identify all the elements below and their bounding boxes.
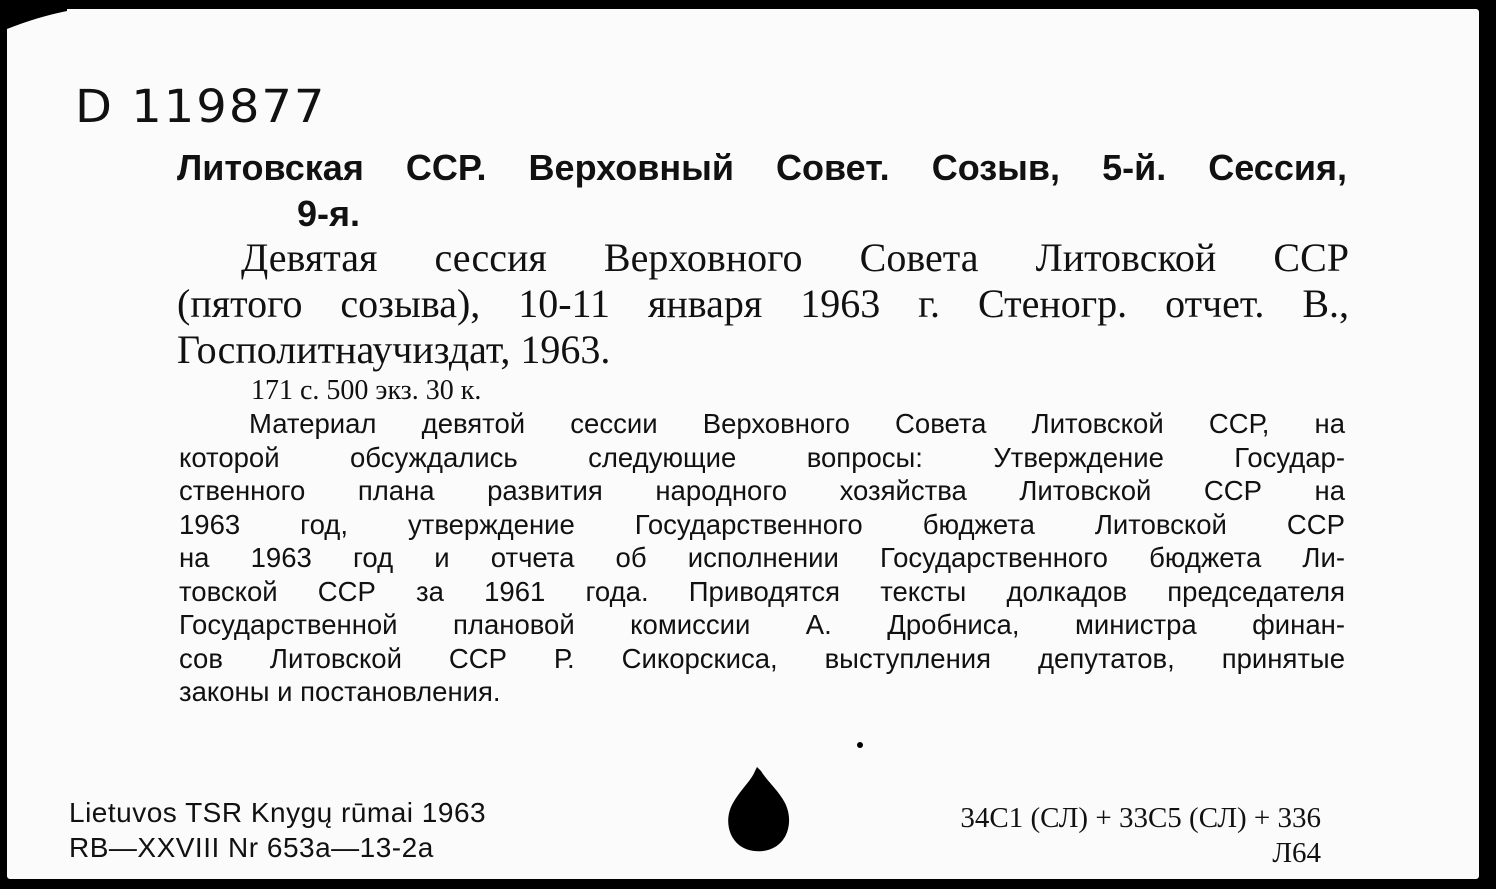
title-line-3: Госполитнаучиздат, 1963. (177, 327, 611, 372)
collation: 171 с. 500 экз. 30 к. (251, 375, 482, 406)
corner-scribble (7, 9, 127, 35)
classification-index: 34С1 (СЛ) + 33С5 (СЛ) + 336 (960, 802, 1321, 834)
annotation-line: Государственной плановой комиссии А. Дробниса, министра финан- (179, 609, 1345, 640)
inventory-number: D 119877 (75, 80, 327, 134)
title-line-2: (пятого созыва), 10-11 января 1963 г. Стеногр. отчет. В., (177, 281, 1349, 326)
footer-left-line-1: Lietuvos TSR Knygų rūmai 1963 (69, 797, 487, 828)
footer-right (960, 801, 1321, 871)
catalog-card (4, 6, 1482, 882)
footer-left (69, 795, 486, 865)
catalog-heading-cont: 9-я. (297, 193, 361, 234)
annotation-line: которой обсуждались следующие вопросы: Утверждение Государ- (179, 441, 1345, 473)
punch-hole (727, 767, 791, 853)
annotation-line: Материал девятой сессии Верховного Совета Литовской ССР, на (249, 408, 1345, 439)
annotation-line: законы и постановления. (179, 676, 501, 707)
annotation-line: на 1963 год и отчета об исполнении Государственного бюджета Ли- (179, 542, 1345, 573)
annotation-line: 1963 год, утверждение Государственного бюджета Литовской ССР (179, 508, 1345, 540)
annotation (179, 407, 1345, 709)
author-sign: Л64 (1272, 837, 1321, 869)
annotation-line: сов Литовской ССР Р. Сикорскиса, выступления депутатов, принятые (179, 642, 1345, 674)
book-title (177, 235, 1349, 373)
title-line-1: Девятая сессия Верховного Совета Литовской ССР (241, 235, 1349, 280)
ink-dot (857, 742, 863, 748)
catalog-heading: Литовская ССР. Верховный Совет. Созыв, 5-й. Сессия, (177, 147, 1347, 188)
annotation-line: товской ССР за 1961 года. Приводятся тексты долкадов председателя (179, 575, 1345, 607)
annotation-line: ственного плана развития народного хозяйства Литовской ССР на (179, 475, 1345, 506)
footer-left-line-2: RB—XXVIII Nr 653a—13-2a (69, 832, 434, 863)
